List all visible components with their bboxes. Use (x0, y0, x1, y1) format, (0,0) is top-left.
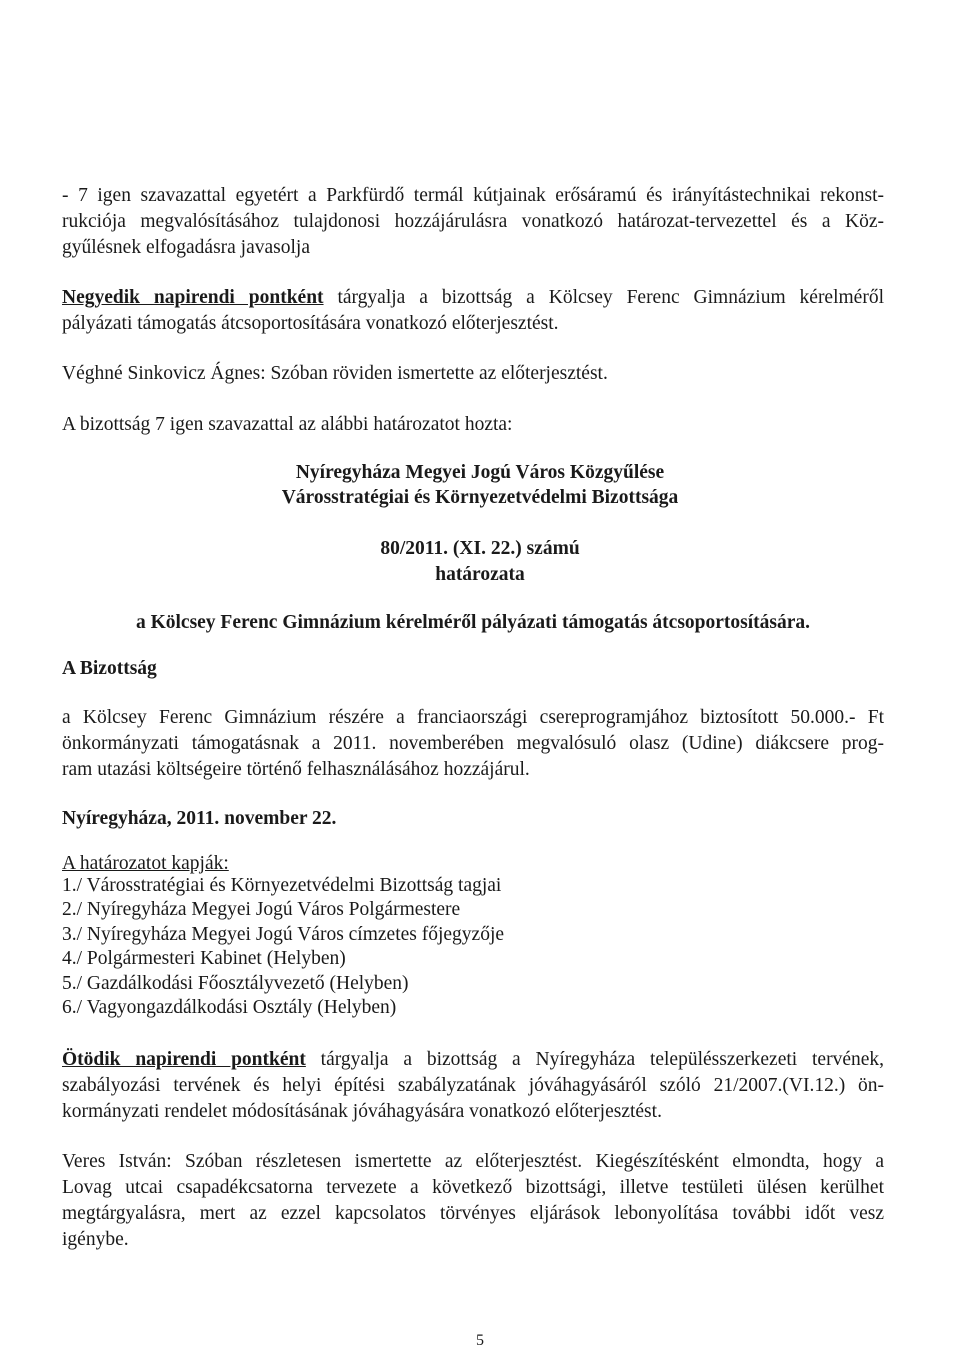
list-item: 3./ Nyíregyháza Megyei Jogú Város címzetes főjegyzője (62, 923, 505, 945)
committee-vote-paragraph (62, 183, 884, 261)
agenda-item-4 (62, 285, 884, 337)
recipients-list (62, 874, 884, 1020)
agenda-item-5-heading: Ötödik napirendi pontként (62, 1049, 306, 1070)
agenda-item-4-line-2: pályázati támogatás átcsoportosítására vonatkozó előterjesztést. (62, 313, 559, 334)
statement-line: Veres István: Szóban részletesen ismertette az előterjesztést. Kiegészítésként elmondta, hogy a (62, 1151, 884, 1172)
paragraph-line: - 7 igen szavazattal egyetért a Parkfürdő termál kútjainak erősáramú és irányítástechnikai rekonst- (62, 185, 884, 206)
agenda-item-5-line-2: szabályozási tervének és helyi építési szabályzatának jóváhagyásáról szóló 21/2007.(VI.12.) ön- (62, 1075, 884, 1096)
decision-intro: A bizottság 7 igen szavazattal az alábbi határozatot hozta: (62, 414, 513, 435)
paragraph-line: gyűlésnek elfogadásra javasolja (62, 237, 310, 258)
resolution-subject: a Kölcsey Ferenc Gimnázium kérelméről pályázati támogatás átcsoportosítására. (135, 612, 811, 633)
statement-line: igénybe. (62, 1229, 129, 1250)
resolution-text-line: a Kölcsey Ferenc Gimnázium részére a franciaországi csereprogramjához biztosított 50.000.- Ft (62, 707, 884, 728)
resolution-word: határozata (435, 564, 525, 585)
recipients-heading: A határozatot kapják: (62, 853, 229, 874)
agenda-item-5-text: tárgyalja a bizottság a Nyíregyháza településszerkezeti tervének, (305, 1049, 884, 1070)
resolution-text-line: ram utazási költségeire történő felhasználásához hozzájárul. (62, 759, 530, 780)
list-item: 6./ Vagyongazdálkodási Osztály (Helyben) (62, 996, 397, 1018)
list-item: 5./ Gazdálkodási Főosztályvezető (Helyben) (62, 972, 409, 994)
agenda-item-4-heading: Negyedik napirendi pontként (62, 287, 324, 308)
list-item: 1./ Városstratégiai és Környezetvédelmi Bizottság tagjai (62, 875, 502, 896)
agenda-item-5-line-3: kormányzati rendelet módosításának jóváhagyására vonatkozó előterjesztést. (62, 1101, 662, 1122)
speaker-statement-1: Véghné Sinkovicz Ágnes: Szóban röviden ismertette az előterjesztést. (62, 363, 608, 384)
agenda-item-4-line-1 (62, 285, 884, 311)
statement-line: megtárgyalásra, mert az ezzel kapcsolatos törvényes eljárások lebonyolítása további időt vesz (62, 1203, 884, 1224)
resolution-body-line-1: Nyíregyháza Megyei Jogú Város Közgyűlése (295, 462, 665, 483)
resolution-actor: A Bizottság (62, 658, 157, 679)
agenda-item-5 (62, 1047, 884, 1125)
agenda-item-5-line-1 (62, 1047, 884, 1073)
resolution-body-line-2: Városstratégiai és Környezetvédelmi Bizottsága (281, 487, 679, 508)
resolution-text (62, 705, 884, 783)
page-number: 5 (476, 1332, 484, 1349)
statement-line: Lovag utcai csapadékcsatorna tervezete a következő bizottsági, illetve testületi ülésen kerülhet (62, 1177, 884, 1198)
place-date: Nyíregyháza, 2011. november 22. (62, 808, 337, 829)
paragraph-line: rukciója megvalósításához tulajdonosi hozzájárulásra vonatkozó határozat-tervezettel és a Köz- (62, 211, 884, 232)
resolution-number: 80/2011. (XI. 22.) számú (380, 538, 580, 559)
resolution-text-line: önkormányzati támogatásnak a 2011. novemberében megvalósuló olasz (Udine) diákcsere prog- (62, 733, 884, 754)
list-item: 2./ Nyíregyháza Megyei Jogú Város Polgármestere (62, 899, 461, 921)
speaker-statement-2 (62, 1149, 884, 1253)
list-item: 4./ Polgármesteri Kabinet (Helyben) (62, 948, 346, 970)
agenda-item-4-text: tárgyalja a bizottság a Kölcsey Ferenc Gimnázium kérelméről (323, 287, 884, 308)
